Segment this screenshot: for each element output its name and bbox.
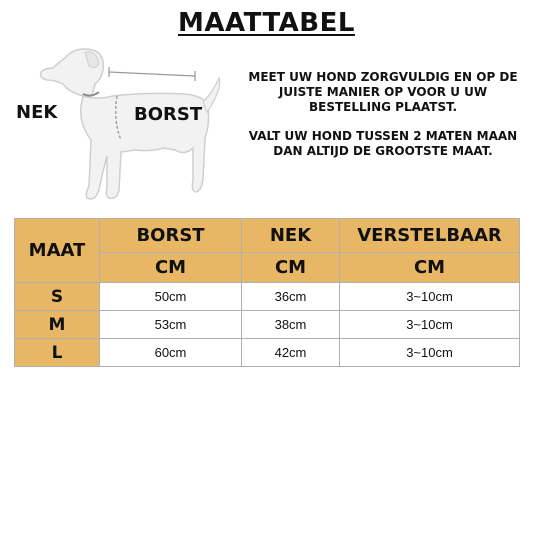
table-row (15, 339, 520, 367)
size-column-header: MAAT (15, 219, 100, 283)
neck-value: 36cm (242, 283, 340, 311)
size-label: L (15, 339, 100, 367)
instruction-between-sizes: VALT UW HOND TUSSEN 2 MATEN MAAN DAN ALTIJD DE GROOTSTE MAAT. (248, 129, 518, 158)
chest-value: 50cm (100, 283, 242, 311)
neck-label: NEK (16, 102, 58, 123)
unit-chest: CM (100, 253, 242, 283)
neck-value: 42cm (242, 339, 340, 367)
chest-label: BORST (134, 104, 203, 125)
page-title: MAATTABEL (178, 8, 355, 38)
size-label: M (15, 311, 100, 339)
table-row (15, 311, 520, 339)
adjustable-value: 3~10cm (340, 339, 520, 367)
adjustable-value: 3~10cm (340, 311, 520, 339)
chest-value: 53cm (100, 311, 242, 339)
chest-value: 60cm (100, 339, 242, 367)
instruction-measure: MEET UW HOND ZORGVULDIG EN OP DE JUISTE MANIER OP VOOR U UW BESTELLING PLAATST. (248, 70, 518, 114)
measuring-instructions (238, 70, 528, 173)
size-table (14, 218, 520, 367)
dog-silhouette-illustration (35, 40, 225, 210)
table-row (15, 283, 520, 311)
unit-neck: CM (242, 253, 340, 283)
column-header-neck: NEK (242, 219, 340, 253)
size-label: S (15, 283, 100, 311)
adjustable-value: 3~10cm (340, 283, 520, 311)
unit-adjustable: CM (340, 253, 520, 283)
column-header-adjustable: VERSTELBAAR (340, 219, 520, 253)
neck-value: 38cm (242, 311, 340, 339)
column-header-chest: BORST (100, 219, 242, 253)
